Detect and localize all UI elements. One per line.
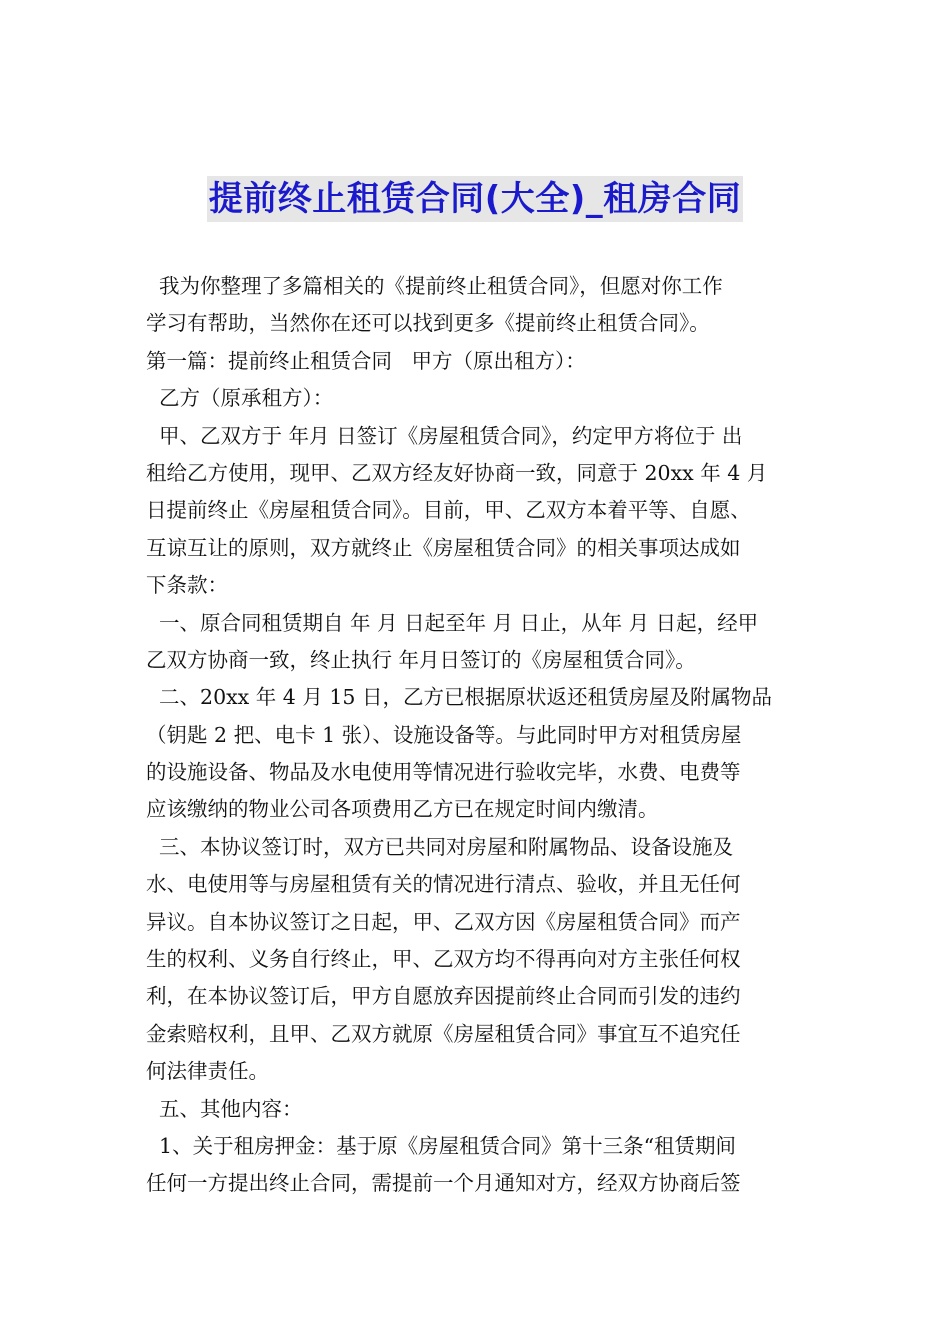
paragraph-line: 三、本协议签订时，双方已共同对房屋和附属物品、设备设施及 [146,834,734,859]
paragraph-line: 一、原合同租赁期自 年 月 日起至年 月 日止，从年 月 日起，经甲 [146,610,759,635]
paragraph-line: （钥匙 2 把、电卡 1 张）、设施设备等。与此同时甲方对租赁房屋 [146,722,742,747]
paragraph-line: 任何一方提出终止合同，需提前一个月通知对方，经双方协商后签 [146,1171,741,1196]
document-body [146,268,810,1203]
paragraph-line: 二、20xx 年 4 月 15 日，乙方已根据原状返还租赁房屋及附属物品 [146,685,772,710]
paragraph-line: 水、电使用等与房屋租赁有关的情况进行清点、验收，并且无任何 [146,872,741,897]
paragraph-line: 1、关于租房押金：基于原《房屋租赁合同》第十三条“租赁期间 [146,1133,737,1158]
paragraph-line: 金索赔权利，且甲、乙双方就原《房屋租赁合同》事宜互不追究任 [146,1021,741,1046]
paragraph-line: 乙双方协商一致，终止执行 年月日签订的《房屋租赁合同》。 [146,647,696,672]
paragraph-line: 应该缴纳的物业公司各项费用乙方已在规定时间内缴清。 [146,797,659,822]
paragraph-line: 异议。自本协议签订之日起，甲、乙双方因《房屋租赁合同》而产 [146,909,741,934]
paragraph-line: 租给乙方使用，现甲、乙双方经友好协商一致，同意于 20xx 年 4 月 [146,460,768,485]
paragraph-line: 下条款： [146,573,228,598]
paragraph-line: 的设施设备、物品及水电使用等情况进行验收完毕，水费、电费等 [146,760,741,785]
document-title: 提前终止租赁合同(大全)_租房合同 [207,176,744,222]
paragraph-line: 利，在本协议签订后，甲方自愿放弃因提前终止合同而引发的违约 [146,984,741,1009]
paragraph-line: 第一篇：提前终止租赁合同 甲方（原出租方）： [146,348,586,373]
paragraph-line: 学习有帮助，当然你在还可以找到更多《提前终止租赁合同》。 [146,311,710,336]
paragraph-line: 五、其他内容： [146,1096,303,1121]
paragraph-line: 日提前终止《房屋租赁合同》。目前，甲、乙双方本着平等、自愿、 [146,498,751,523]
paragraph-line: 互谅互让的原则，双方就终止《房屋租赁合同》的相关事项达成如 [146,535,741,560]
paragraph-line: 我为你整理了多篇相关的《提前终止租赁合同》，但愿对你工作 [146,274,723,298]
paragraph-line: 乙方（原承租方）： [146,386,334,411]
paragraph-line: 何法律责任。 [146,1059,269,1084]
paragraph-line: 甲、乙双方于 年月 日签订《房屋租赁合同》，约定甲方将位于 出 [146,423,743,448]
paragraph-line: 生的权利、义务自行终止，甲、乙双方均不得再向对方主张任何权 [146,947,741,972]
title-container [0,176,950,222]
